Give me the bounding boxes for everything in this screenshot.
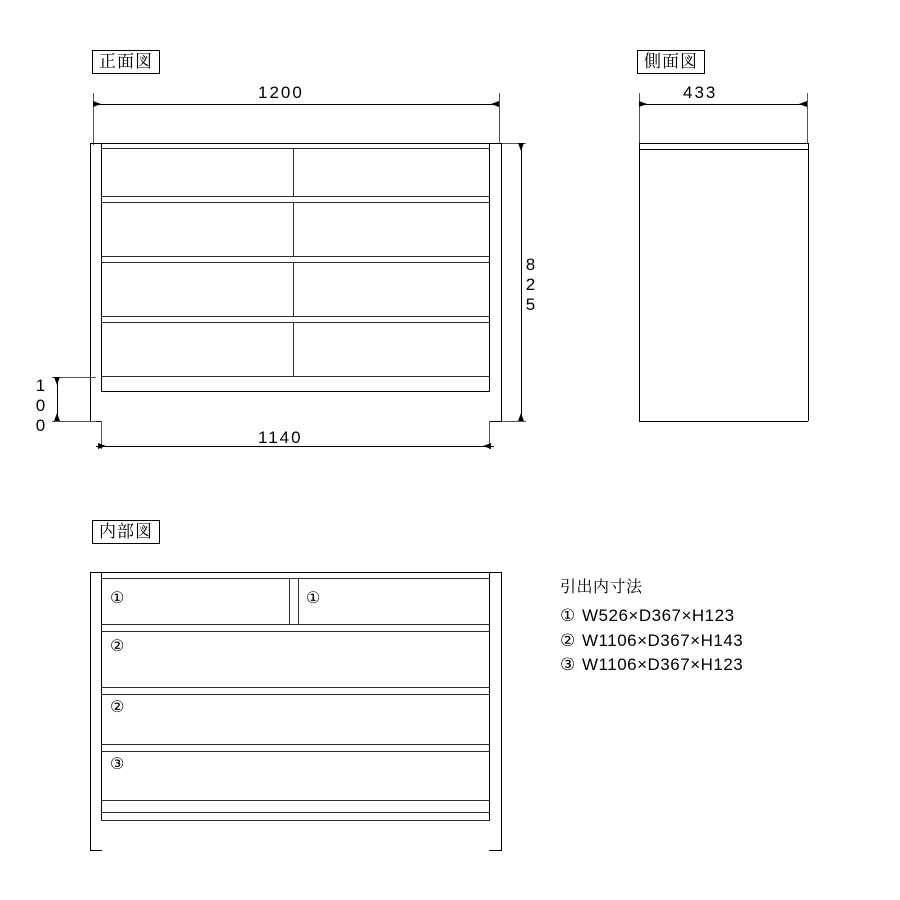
internal-divider-6 [101, 744, 490, 745]
side-top-dim-arrow-left [639, 101, 647, 107]
internal-divider-7 [101, 751, 490, 752]
internal-view-title: 内部図 [92, 520, 160, 544]
note-mark: ② [560, 630, 576, 650]
internal-marker-1: ① [110, 590, 125, 607]
front-drawer-divider-2 [101, 196, 490, 197]
internal-divider-2 [101, 624, 490, 625]
internal-leg-bottom-left [90, 850, 102, 851]
front-drawer-split-row2 [293, 202, 294, 256]
internal-right-outer [501, 572, 502, 850]
notes-title: 引出内寸法 [560, 579, 643, 596]
front-leg-arrow-top [54, 377, 60, 385]
internal-marker-4: ② [110, 699, 125, 716]
front-drawer-divider-5 [101, 262, 490, 263]
notes-list [560, 604, 743, 678]
front-height-dim-text: 825 [521, 255, 540, 315]
internal-left-outer [90, 572, 91, 850]
note-row [560, 629, 743, 654]
side-top-dim-ext-right [807, 93, 808, 143]
front-cabinet-left-inner [101, 143, 102, 391]
note-text: W1106×D367×H123 [582, 655, 744, 675]
internal-marker-2: ① [306, 590, 321, 607]
side-top-dim-text: 433 [683, 83, 718, 102]
internal-divider-4 [101, 687, 490, 688]
front-height-arrow-bottom [518, 413, 524, 421]
front-drawer-divider-1 [101, 148, 490, 149]
note-mark: ③ [560, 655, 576, 675]
internal-right-inner [489, 572, 490, 820]
side-panel-right-edge [808, 143, 809, 421]
front-top-dim-arrow-left [93, 101, 101, 107]
note-text: W1106×D367×H143 [582, 630, 744, 650]
front-cabinet-right-outer [501, 143, 502, 421]
side-panel-left-edge [639, 143, 640, 421]
side-panel-top-inner [639, 149, 808, 150]
front-drawer-split-row4 [293, 322, 294, 376]
internal-divider-10 [101, 820, 490, 821]
internal-split-right [298, 578, 299, 624]
front-drawer-divider-8 [101, 376, 490, 377]
front-top-dim-arrow-right [491, 101, 499, 107]
front-drawer-split-row3 [293, 262, 294, 316]
front-leg-dim-text: 100 [31, 376, 50, 436]
front-cabinet-leg-bottom-right [489, 421, 502, 422]
internal-marker-3: ② [110, 638, 125, 655]
note-row [560, 653, 743, 678]
front-bottom-dim-arrow-left [98, 443, 106, 449]
internal-split-left [289, 578, 290, 624]
note-mark: ① [560, 606, 576, 625]
internal-divider-3 [101, 631, 490, 632]
internal-left-inner [101, 572, 102, 820]
internal-marker-5: ③ [110, 756, 125, 773]
front-height-ext-bottom [502, 421, 526, 422]
front-leg-arrow-bottom [54, 413, 60, 421]
internal-divider-9 [101, 812, 490, 813]
front-height-arrow-top [518, 143, 524, 151]
front-drawer-divider-3 [101, 202, 490, 203]
side-view-title: 側面図 [637, 50, 705, 74]
front-cabinet-base-rail [101, 391, 490, 392]
side-panel-top-edge [639, 143, 808, 144]
front-bottom-dim-text: 1140 [258, 428, 303, 447]
side-panel-bottom-edge [639, 421, 808, 422]
internal-top-edge [90, 572, 502, 573]
internal-leg-bottom-right [489, 850, 502, 851]
front-drawer-divider-6 [101, 316, 490, 317]
front-view-title: 正面図 [92, 50, 160, 74]
front-cabinet-left-outer [90, 143, 91, 421]
side-top-dim-line [639, 104, 807, 105]
front-leg-ext-bottom [52, 421, 96, 422]
front-drawer-split-row1 [293, 148, 294, 196]
side-top-dim-arrow-right [799, 101, 807, 107]
front-top-dim-text: 1200 [258, 83, 304, 102]
note-row [560, 604, 743, 629]
internal-divider-8 [101, 800, 490, 801]
internal-divider-1 [101, 578, 490, 579]
front-bottom-dim-arrow-right [483, 443, 491, 449]
note-text: W526×D367×H123 [582, 606, 735, 625]
front-top-dim-ext-right [499, 93, 500, 143]
front-drawer-divider-7 [101, 322, 490, 323]
internal-divider-5 [101, 694, 490, 695]
front-cabinet-right-inner [489, 143, 490, 391]
front-top-dim-line [93, 104, 499, 105]
front-cabinet-top-edge [90, 143, 502, 144]
front-drawer-divider-4 [101, 256, 490, 257]
